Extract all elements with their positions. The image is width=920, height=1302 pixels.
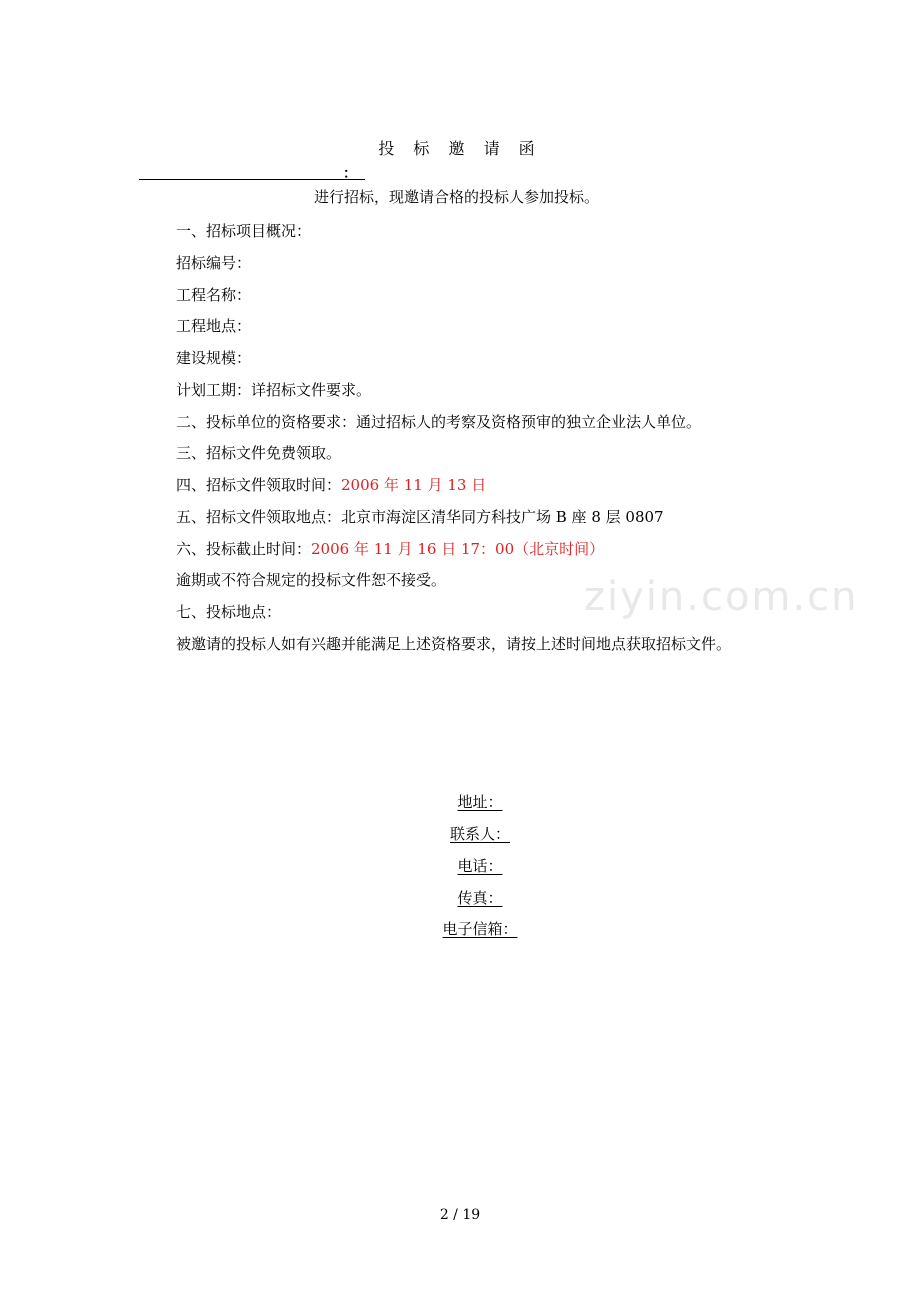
contact-phone — [0, 855, 920, 876]
section-qualification: 二、投标单位的资格要求：通过招标人的考察及资格预审的独立企业法人单位。 — [176, 413, 702, 431]
contact-email-label: 电子信箱： — [442, 920, 518, 938]
section-project-overview: 一、招标项目概况： — [176, 222, 312, 240]
contact-person-label: 联系人： — [449, 825, 510, 843]
document-title: 投 标 邀 请 函 — [378, 139, 542, 158]
closing-paragraph: 被邀请的投标人如有兴趣并能满足上述资格要求，请按上述时间地点获取招标文件。 — [176, 635, 732, 653]
collection-time-value: 2006 年 11 月 13 日 — [341, 476, 487, 494]
contact-address-label: 地址： — [457, 793, 503, 811]
section-bid-location: 七、投标地点： — [176, 603, 282, 621]
contact-person — [0, 823, 920, 844]
late-submission-note: 逾期或不符合规定的投标文件恕不接受。 — [176, 571, 447, 589]
addressee-colon: ： — [343, 166, 357, 182]
section-free-documents: 三、招标文件免费领取。 — [176, 444, 342, 462]
contact-address — [0, 791, 920, 812]
collection-time-label: 四、招标文件领取时间： — [176, 476, 342, 494]
field-bid-number: 招标编号： — [176, 254, 252, 272]
contact-email — [0, 918, 920, 939]
section-deadline — [176, 538, 604, 559]
section-collection-place: 五、招标文件领取地点：北京市海淀区清华同方科技广场 B 座 8 层 0807 — [176, 508, 664, 526]
section-collection-time — [176, 474, 486, 495]
contact-fax — [0, 887, 920, 908]
addressee-blank-line — [139, 163, 365, 180]
deadline-label: 六、投标截止时间： — [176, 540, 312, 558]
contact-fax-label: 传真： — [457, 889, 503, 907]
watermark-text: ziyin.com.cn — [584, 574, 859, 620]
contact-phone-label: 电话： — [457, 857, 503, 875]
intro-paragraph: 进行招标，现邀请合格的投标人参加投标。 — [314, 188, 600, 206]
field-planned-period: 计划工期：详招标文件要求。 — [176, 381, 372, 399]
field-project-name: 工程名称： — [176, 286, 252, 304]
field-construction-scale: 建设规模： — [176, 349, 252, 367]
page-number: 2 / 19 — [439, 1207, 481, 1223]
field-project-location: 工程地点： — [176, 317, 252, 335]
deadline-value: 2006 年 11 月 16 日 17：00（北京时间） — [311, 540, 605, 558]
